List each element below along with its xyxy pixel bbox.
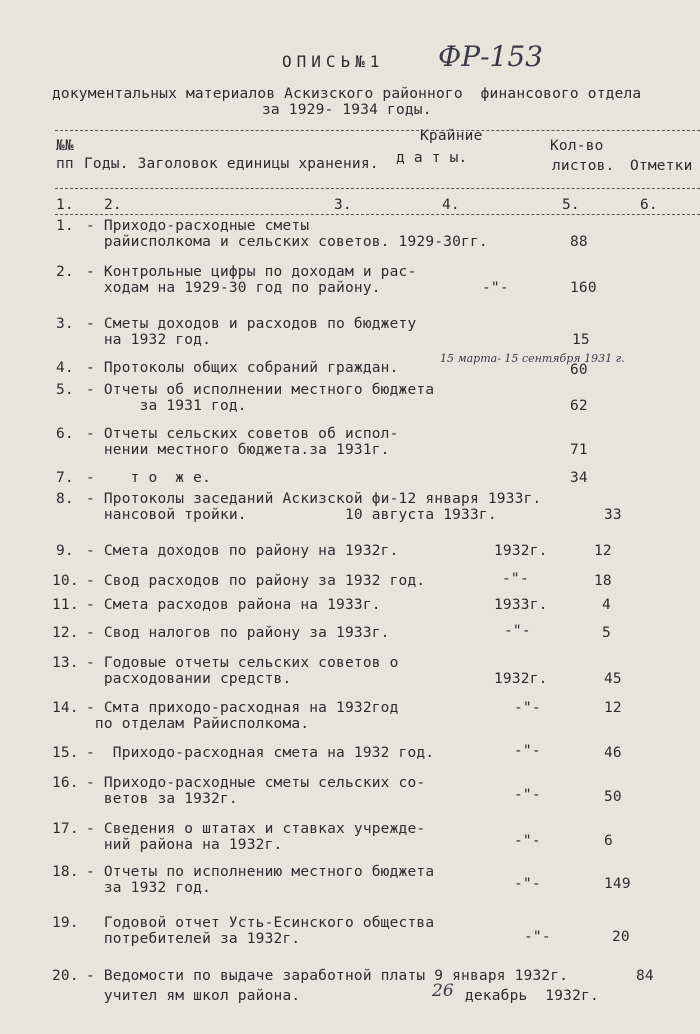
entry-1-line2: райисполкома и сельских советов. 1929-30гг.	[86, 234, 488, 250]
col-number-5: 5.	[562, 197, 580, 213]
entry-9-dates: 1932г.	[494, 543, 548, 559]
entry-9-sheets: 12	[594, 543, 612, 559]
entry-19-line1: Годовой отчет Усть-Есинского общества	[86, 915, 435, 931]
entry-8-line2: нансовой тройки. 10 августа 1933г.	[86, 507, 497, 523]
entry-13-line1: - Годовые отчеты сельских советов о	[86, 655, 399, 671]
entry-3-line2: на 1932 год.	[86, 332, 212, 348]
entry-10-dates: -"-	[502, 571, 529, 587]
col-sheets-line1: Кол-во	[550, 138, 604, 154]
entry-6-num: 6.	[56, 426, 74, 442]
entry-10-sheets: 18	[594, 573, 612, 589]
entry-13-dates: 1932г.	[494, 671, 548, 687]
entry-4-num: 4.	[56, 360, 74, 376]
entry-11-sheets: 4	[602, 597, 611, 613]
entry-17-dates: -"-	[514, 833, 541, 849]
entry-1-sheets: 88	[570, 234, 588, 250]
entry-11-num: 11.	[52, 597, 79, 613]
col-number-4: 4.	[442, 197, 460, 213]
subtitle-line1: документальных материалов Аскизского районного финансового отдела	[52, 86, 642, 102]
col-notes: Отметки	[630, 158, 693, 174]
entry-14-sheets: 12	[604, 700, 622, 716]
entry-8-num: 8.	[56, 491, 74, 507]
entry-14-dates: -"-	[514, 700, 541, 716]
entry-10-num: 10.	[52, 573, 79, 589]
header-rule-bottom	[55, 188, 700, 189]
entry-18-sheets: 149	[604, 876, 631, 892]
entry-6-line1: - Отчеты сельских советов об испол-	[86, 426, 399, 442]
col-dates-line1: Крайние	[420, 128, 483, 144]
col-number-1: 1.	[56, 197, 74, 213]
entry-14-line2: по отделам Райисполкома.	[86, 716, 310, 732]
numbering-rule	[55, 214, 700, 215]
col-dates-line2: д а т ы.	[396, 150, 468, 166]
entry-4-line1: - Протоколы общих собраний граждан.	[86, 360, 399, 376]
entry-15-sheets: 46	[604, 745, 622, 761]
entry-17-line1: - Сведения о штатах и ставках учрежде-	[86, 821, 426, 837]
entry-18-dates: -"-	[514, 876, 541, 892]
entry-12-num: 12.	[52, 625, 79, 641]
entry-19-dates: -"-	[524, 929, 551, 945]
entry-20-line2: учител ям школ района.	[86, 988, 301, 1004]
entry-11-line1: - Смета расходов района на 1933г.	[86, 597, 381, 613]
entry-17-line2: ний района на 1932г.	[86, 837, 283, 853]
entry-16-line1: - Приходо-расходные сметы сельских со-	[86, 775, 426, 791]
col-title: Годы. Заголовок единицы хранения.	[84, 156, 379, 172]
entry-20-end-date: декабрь 1932г.	[456, 988, 599, 1004]
entry-12-line1: - Свод налогов по району за 1933г.	[86, 625, 390, 641]
entry-13-line2: расходовании средств.	[86, 671, 292, 687]
entry-3-line1: - Сметы доходов и расходов по бюджету	[86, 316, 417, 332]
entry-7-num: 7.	[56, 470, 74, 486]
entry-19-line2: потребителей за 1932г.	[86, 931, 301, 947]
entry-18-line1: - Отчеты по исполнению местного бюджета	[86, 864, 435, 880]
entry-20-num: 20.	[52, 968, 79, 984]
entry-5-line1: - Отчеты об исполнении местного бюджета	[86, 382, 435, 398]
entry-17-num: 17.	[52, 821, 79, 837]
entry-4-sheets: 60	[570, 362, 588, 378]
entry-5-num: 5.	[56, 382, 74, 398]
entry-20-end-day-handwritten: 26	[432, 981, 454, 1001]
entry-20-sheets: 84	[636, 968, 654, 984]
entry-13-num: 13.	[52, 655, 79, 671]
entry-16-dates: -"-	[514, 787, 541, 803]
col-num-line1: №№	[56, 138, 74, 154]
entry-6-sheets: 71	[570, 442, 588, 458]
entry-2-line2: ходам на 1929-30 год по району.	[86, 280, 381, 296]
entry-6-line2: нении местного бюджета.за 1931г.	[86, 442, 390, 458]
col-sheets-line2: листов.	[552, 158, 615, 174]
entry-13-sheets: 45	[604, 671, 622, 687]
entry-5-sheets: 62	[570, 398, 588, 414]
entry-10-line1: - Свод расходов по району за 1932 год.	[86, 573, 426, 589]
page-title: ОПИСЬ№1	[282, 52, 385, 71]
entry-15-num: 15.	[52, 745, 79, 761]
entry-14-num: 14.	[52, 700, 79, 716]
entry-1-num: 1.	[56, 218, 74, 234]
entry-2-sheets: 160	[570, 280, 597, 296]
entry-16-sheets: 50	[604, 789, 622, 805]
entry-17-sheets: 6	[604, 833, 613, 849]
entry-14-line1: - Смта приходо-расходная на 1932год	[86, 700, 399, 716]
entry-9-line1: - Смета доходов по району на 1932г.	[86, 543, 399, 559]
fund-number-handwritten: ФР-153	[438, 40, 543, 73]
entry-7-line1: - т о ж е.	[86, 470, 212, 486]
entry-8-line1: - Протоколы заседаний Аскизской фи-12 января 1933г.	[86, 491, 542, 507]
entry-20-line1: - Ведомости по выдаче заработной платы 9 января 1932г.	[86, 968, 569, 984]
entry-1-line1: - Приходо-расходные сметы	[86, 218, 310, 234]
entry-2-dates: -"-	[482, 280, 509, 296]
subtitle-line2: за 1929- 1934 годы.	[262, 102, 432, 118]
entry-3-sheets: 15	[572, 332, 590, 348]
entry-12-dates: -"-	[504, 623, 531, 639]
entry-16-line2: ветов за 1932г.	[86, 791, 238, 807]
entry-2-line1: - Контрольные цифры по доходам и рас-	[86, 264, 417, 280]
entry-8-sheets: 33	[604, 507, 622, 523]
entry-4-dates-handwritten: 15 марта- 15 сентября 1931 г.	[440, 352, 625, 365]
col-number-2: 2.	[104, 197, 122, 213]
col-number-3: 3.	[334, 197, 352, 213]
col-number-6: 6.	[640, 197, 658, 213]
entry-19-sheets: 20	[612, 929, 630, 945]
entry-3-num: 3.	[56, 316, 74, 332]
entry-15-dates: -"-	[514, 743, 541, 759]
entry-7-sheets: 34	[570, 470, 588, 486]
entry-15-line1: - Приходо-расходная смета на 1932 год.	[86, 745, 435, 761]
entry-19-num: 19.	[52, 915, 79, 931]
col-num-line2: пп	[56, 156, 74, 172]
entry-12-sheets: 5	[602, 625, 611, 641]
entry-16-num: 16.	[52, 775, 79, 791]
entry-18-line2: за 1932 год.	[86, 880, 212, 896]
entry-5-line2: за 1931 год.	[86, 398, 247, 414]
entry-18-num: 18.	[52, 864, 79, 880]
entry-2-num: 2.	[56, 264, 74, 280]
header-rule-top	[55, 130, 700, 131]
entry-11-dates: 1933г.	[494, 597, 548, 613]
entry-9-num: 9.	[56, 543, 74, 559]
